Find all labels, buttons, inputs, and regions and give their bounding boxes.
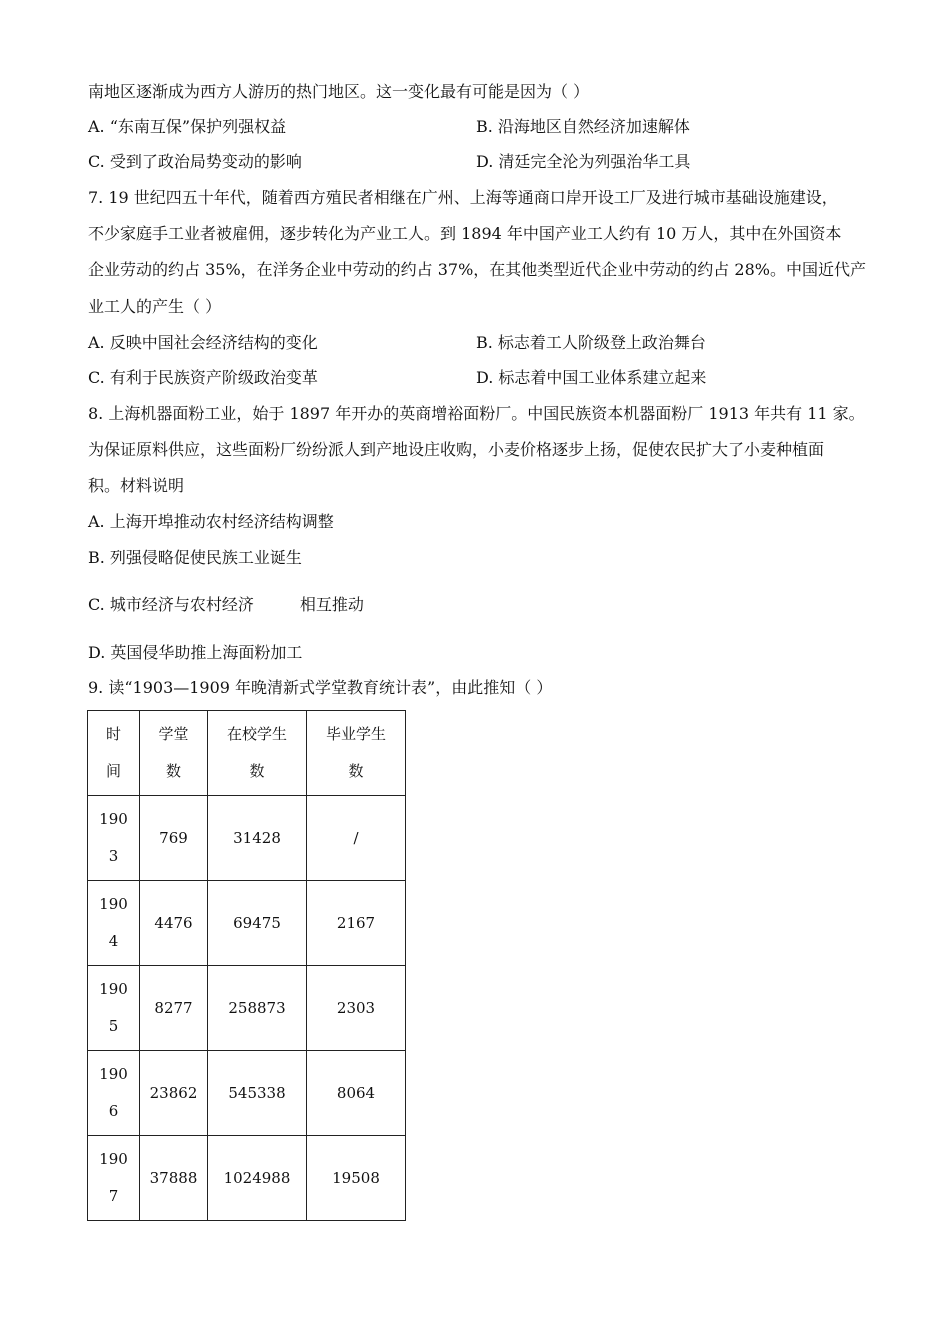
q7-stem-line-4: 业工人的产生（ ） [88,297,222,316]
header-cell: 时间 [88,711,140,796]
year-cell: 1903 [88,796,140,881]
q8-option-c[interactable] [88,593,364,617]
q7-stem-line-2: 不少家庭手工业者被雇佣，逐步转化为产业工人。到 1894 年中国产业工人约有 10 万人，其中在外国资本 [88,224,842,243]
table-cell: 37888 [140,1136,208,1221]
table-row [88,966,406,1051]
table-cell: 23862 [140,1051,208,1136]
school-statistics-table [87,710,406,1221]
table-cell: 2167 [307,881,406,966]
table-cell: 769 [140,796,208,881]
q9-stem: 9. 读“1903—1909 年晚清新式学堂教育统计表”，由此推知（ ） [88,678,553,697]
q8-option-c-part2: 相互推动 [299,595,364,614]
table-header-row [88,711,406,796]
table-cell: 19508 [307,1136,406,1221]
q7-option-c[interactable]: C. 有利于民族资产阶级政治变革 [88,368,318,387]
table-row [88,796,406,881]
table-cell: 545338 [208,1051,307,1136]
year-cell: 1906 [88,1051,140,1136]
q6-stem-tail: 南地区逐渐成为西方人游历的热门地区。这一变化最有可能是因为（ ） [88,82,590,101]
header-cell: 学堂数 [140,711,208,796]
q6-option-a[interactable]: A. “东南互保”保护列强权益 [88,117,287,136]
year-cell: 1904 [88,881,140,966]
table-row [88,1136,406,1221]
q8-stem-line-2: 为保证原料供应，这些面粉厂纷纷派人到产地设庄收购，小麦价格逐步上扬，促使农民扩大了小麦种植面 [88,440,825,459]
q8-option-a[interactable]: A. 上海开埠推动农村经济结构调整 [88,512,334,531]
q7-option-b[interactable]: B. 标志着工人阶级登上政治舞台 [476,333,706,352]
table-row [88,1051,406,1136]
year-cell: 1907 [88,1136,140,1221]
q6-option-c[interactable]: C. 受到了政治局势变动的影响 [88,152,302,171]
table-cell: 2303 [307,966,406,1051]
q8-option-d[interactable]: D. 英国侵华助推上海面粉加工 [88,643,303,662]
table-cell: 31428 [208,796,307,881]
table-cell: 258873 [208,966,307,1051]
q7-option-d[interactable]: D. 标志着中国工业体系建立起来 [476,368,707,387]
table-cell: / [307,796,406,881]
q6-option-d[interactable]: D. 清廷完全沦为列强治华工具 [476,152,691,171]
q6-option-b[interactable]: B. 沿海地区自然经济加速解体 [476,117,690,136]
year-cell: 1905 [88,966,140,1051]
header-cell: 毕业学生数 [307,711,406,796]
q8-option-c-part1: C. 城市经济与农村经济 [88,595,254,614]
q8-option-b[interactable]: B. 列强侵略促使民族工业诞生 [88,548,302,567]
table-cell: 4476 [140,881,208,966]
q8-stem-line-1: 8. 上海机器面粉工业，始于 1897 年开办的英商增裕面粉厂。中国民族资本机器面粉厂 1913 年共有 11 家。 [88,404,865,423]
table-cell: 1024988 [208,1136,307,1221]
header-cell: 在校学生数 [208,711,307,796]
q7-stem-line-1: 7. 19 世纪四五十年代，随着西方殖民者相继在广州、上海等通商口岸开设工厂及进行城市基础设施建设， [88,188,838,207]
table-cell: 8064 [307,1051,406,1136]
q8-stem-line-3: 积。材料说明 [88,476,185,495]
table-row [88,881,406,966]
q7-stem-line-3: 企业劳动的约占 35%，在洋务企业中劳动的约占 37%，在其他类型近代企业中劳动的约占 28%。中国近代产 [88,260,866,279]
table-cell: 8277 [140,966,208,1051]
table-cell: 69475 [208,881,307,966]
q7-option-a[interactable]: A. 反映中国社会经济结构的变化 [88,333,318,352]
